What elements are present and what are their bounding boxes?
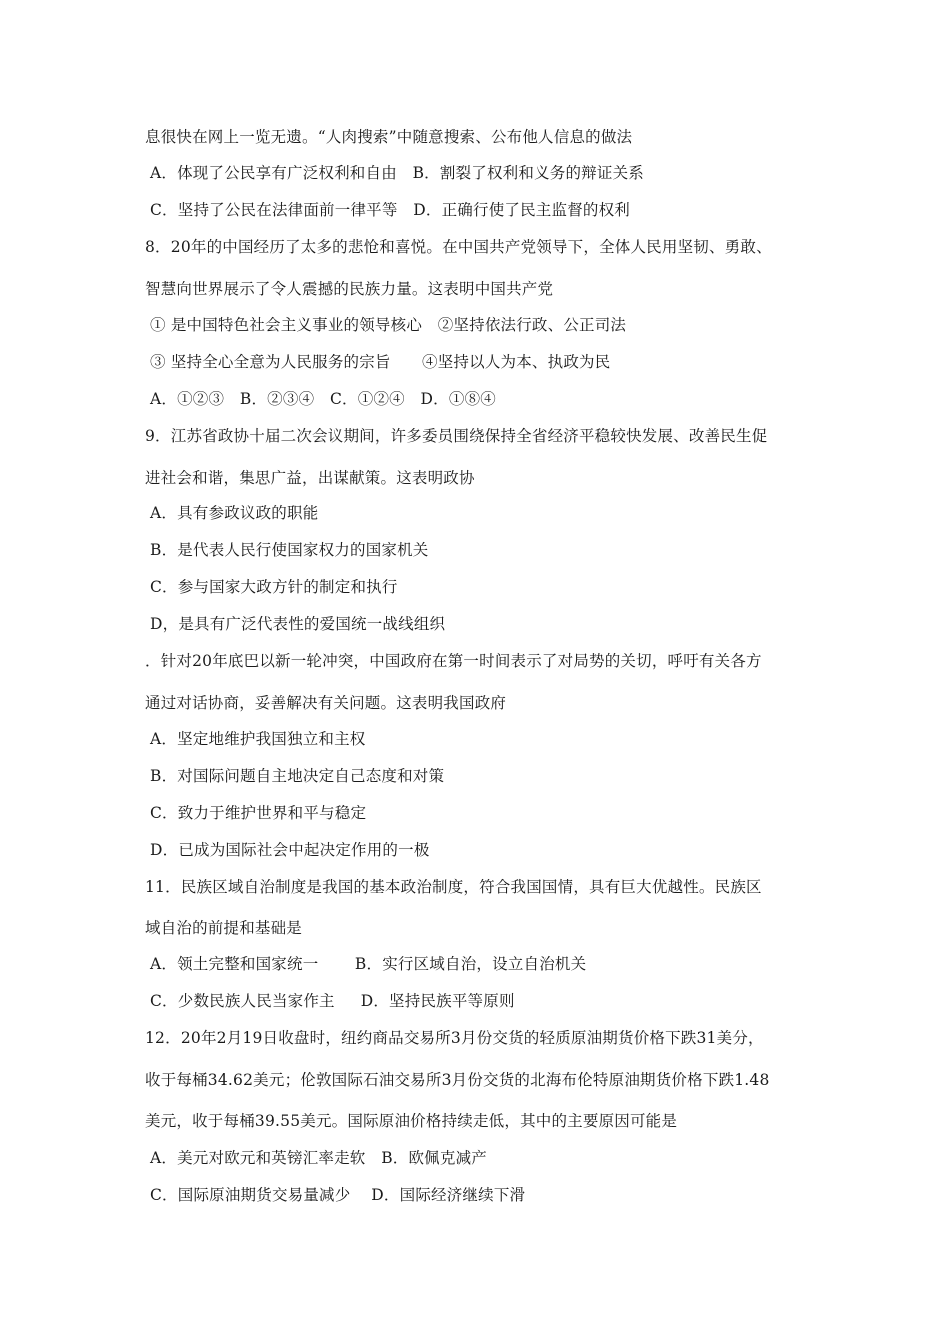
q11-stem-line-2: 域自治的前提和基础是 [145,919,303,937]
q12-stem-line-2: 收于每桶34.62美元；伦敦国际石油交易所3月份交货的北海布伦特原油期货价格下跌1.48 [145,1071,770,1089]
q12-stem-line-3: 美元，收于每桶39.55美元。国际原油价格持续走低，其中的主要原因可能是 [145,1112,678,1130]
q11-stem-line-1: 11．民族区域自治制度是我国的基本政治制度，符合我国国情，具有巨大优越性。民族区 [145,878,762,896]
q10-option-a: A．坚定地维护我国独立和主权 [150,730,366,748]
q9-stem-line-2: 进社会和谐，集思广益，出谋献策。这表明政协 [145,469,475,487]
q8-options: A．①②③ B．②③④ C．①②④ D．①⑧④ [150,390,496,408]
q9-option-c: C．参与国家大政方针的制定和执行 [150,578,398,596]
q10-stem-line-1: ．针对20年底巴以新一轮冲突，中国政府在第一时间表示了对局势的关切，呼吁有关各方 [145,652,762,670]
q10-stem-line-2: 通过对话协商，妥善解决有关问题。这表明我国政府 [145,694,507,712]
q11-options-line-1: A．领土完整和国家统一 B．实行区域自治，设立自治机关 [150,955,587,973]
q12-stem-line-1: 12．20年2月19日收盘时，纽约商品交易所3月份交货的轻质原油期货价格下跌31美分， [145,1029,764,1047]
q10-option-b: B．对国际问题自主地决定自己态度和对策 [150,767,445,785]
q7-stem-tail: 息很快在网上一览无遗。“人肉搜索”中随意搜索、公布他人信息的做法 [145,128,633,146]
q12-options-line-1: A．美元对欧元和英镑汇率走软 B．欧佩克减产 [150,1149,487,1167]
q8-items-line-2: ③ 坚持全心全意为人民服务的宗旨 ④坚持以人为本、执政为民 [150,353,611,371]
q8-items-line-1: ① 是中国特色社会主义事业的领导核心 ②坚持依法行政、公正司法 [150,316,627,334]
q11-options-line-2: C．少数民族人民当家作主 D．坚持民族平等原则 [150,992,515,1010]
q8-stem-line-1: 8．20年的中国经历了太多的悲怆和喜悦。在中国共产党领导下，全体人民用坚韧、勇敢、 [145,238,772,256]
q9-option-a: A．具有参政议政的职能 [150,504,319,522]
q12-options-line-2: C．国际原油期货交易量减少 D．国际经济继续下滑 [150,1186,526,1204]
q7-options-line-1: A．体现了公民享有广泛权利和自由 B．割裂了权利和义务的辩证关系 [150,164,644,182]
q10-option-c: C．致力于维护世界和平与稳定 [150,804,367,822]
q8-stem-line-2: 智慧向世界展示了令人震撼的民族力量。这表明中国共产党 [145,280,554,298]
q9-stem-line-1: 9．江苏省政协十届二次会议期间，许多委员围绕保持全省经济平稳较快发展、改善民生促 [145,427,768,445]
q9-option-b: B．是代表人民行使国家权力的国家机关 [150,541,429,559]
q10-option-d: D．已成为国际社会中起决定作用的一极 [150,841,430,859]
q7-options-line-2: C．坚持了公民在法律面前一律平等 D．正确行使了民主监督的权利 [150,201,630,219]
q9-option-d: D，是具有广泛代表性的爱国统一战线组织 [150,615,446,633]
